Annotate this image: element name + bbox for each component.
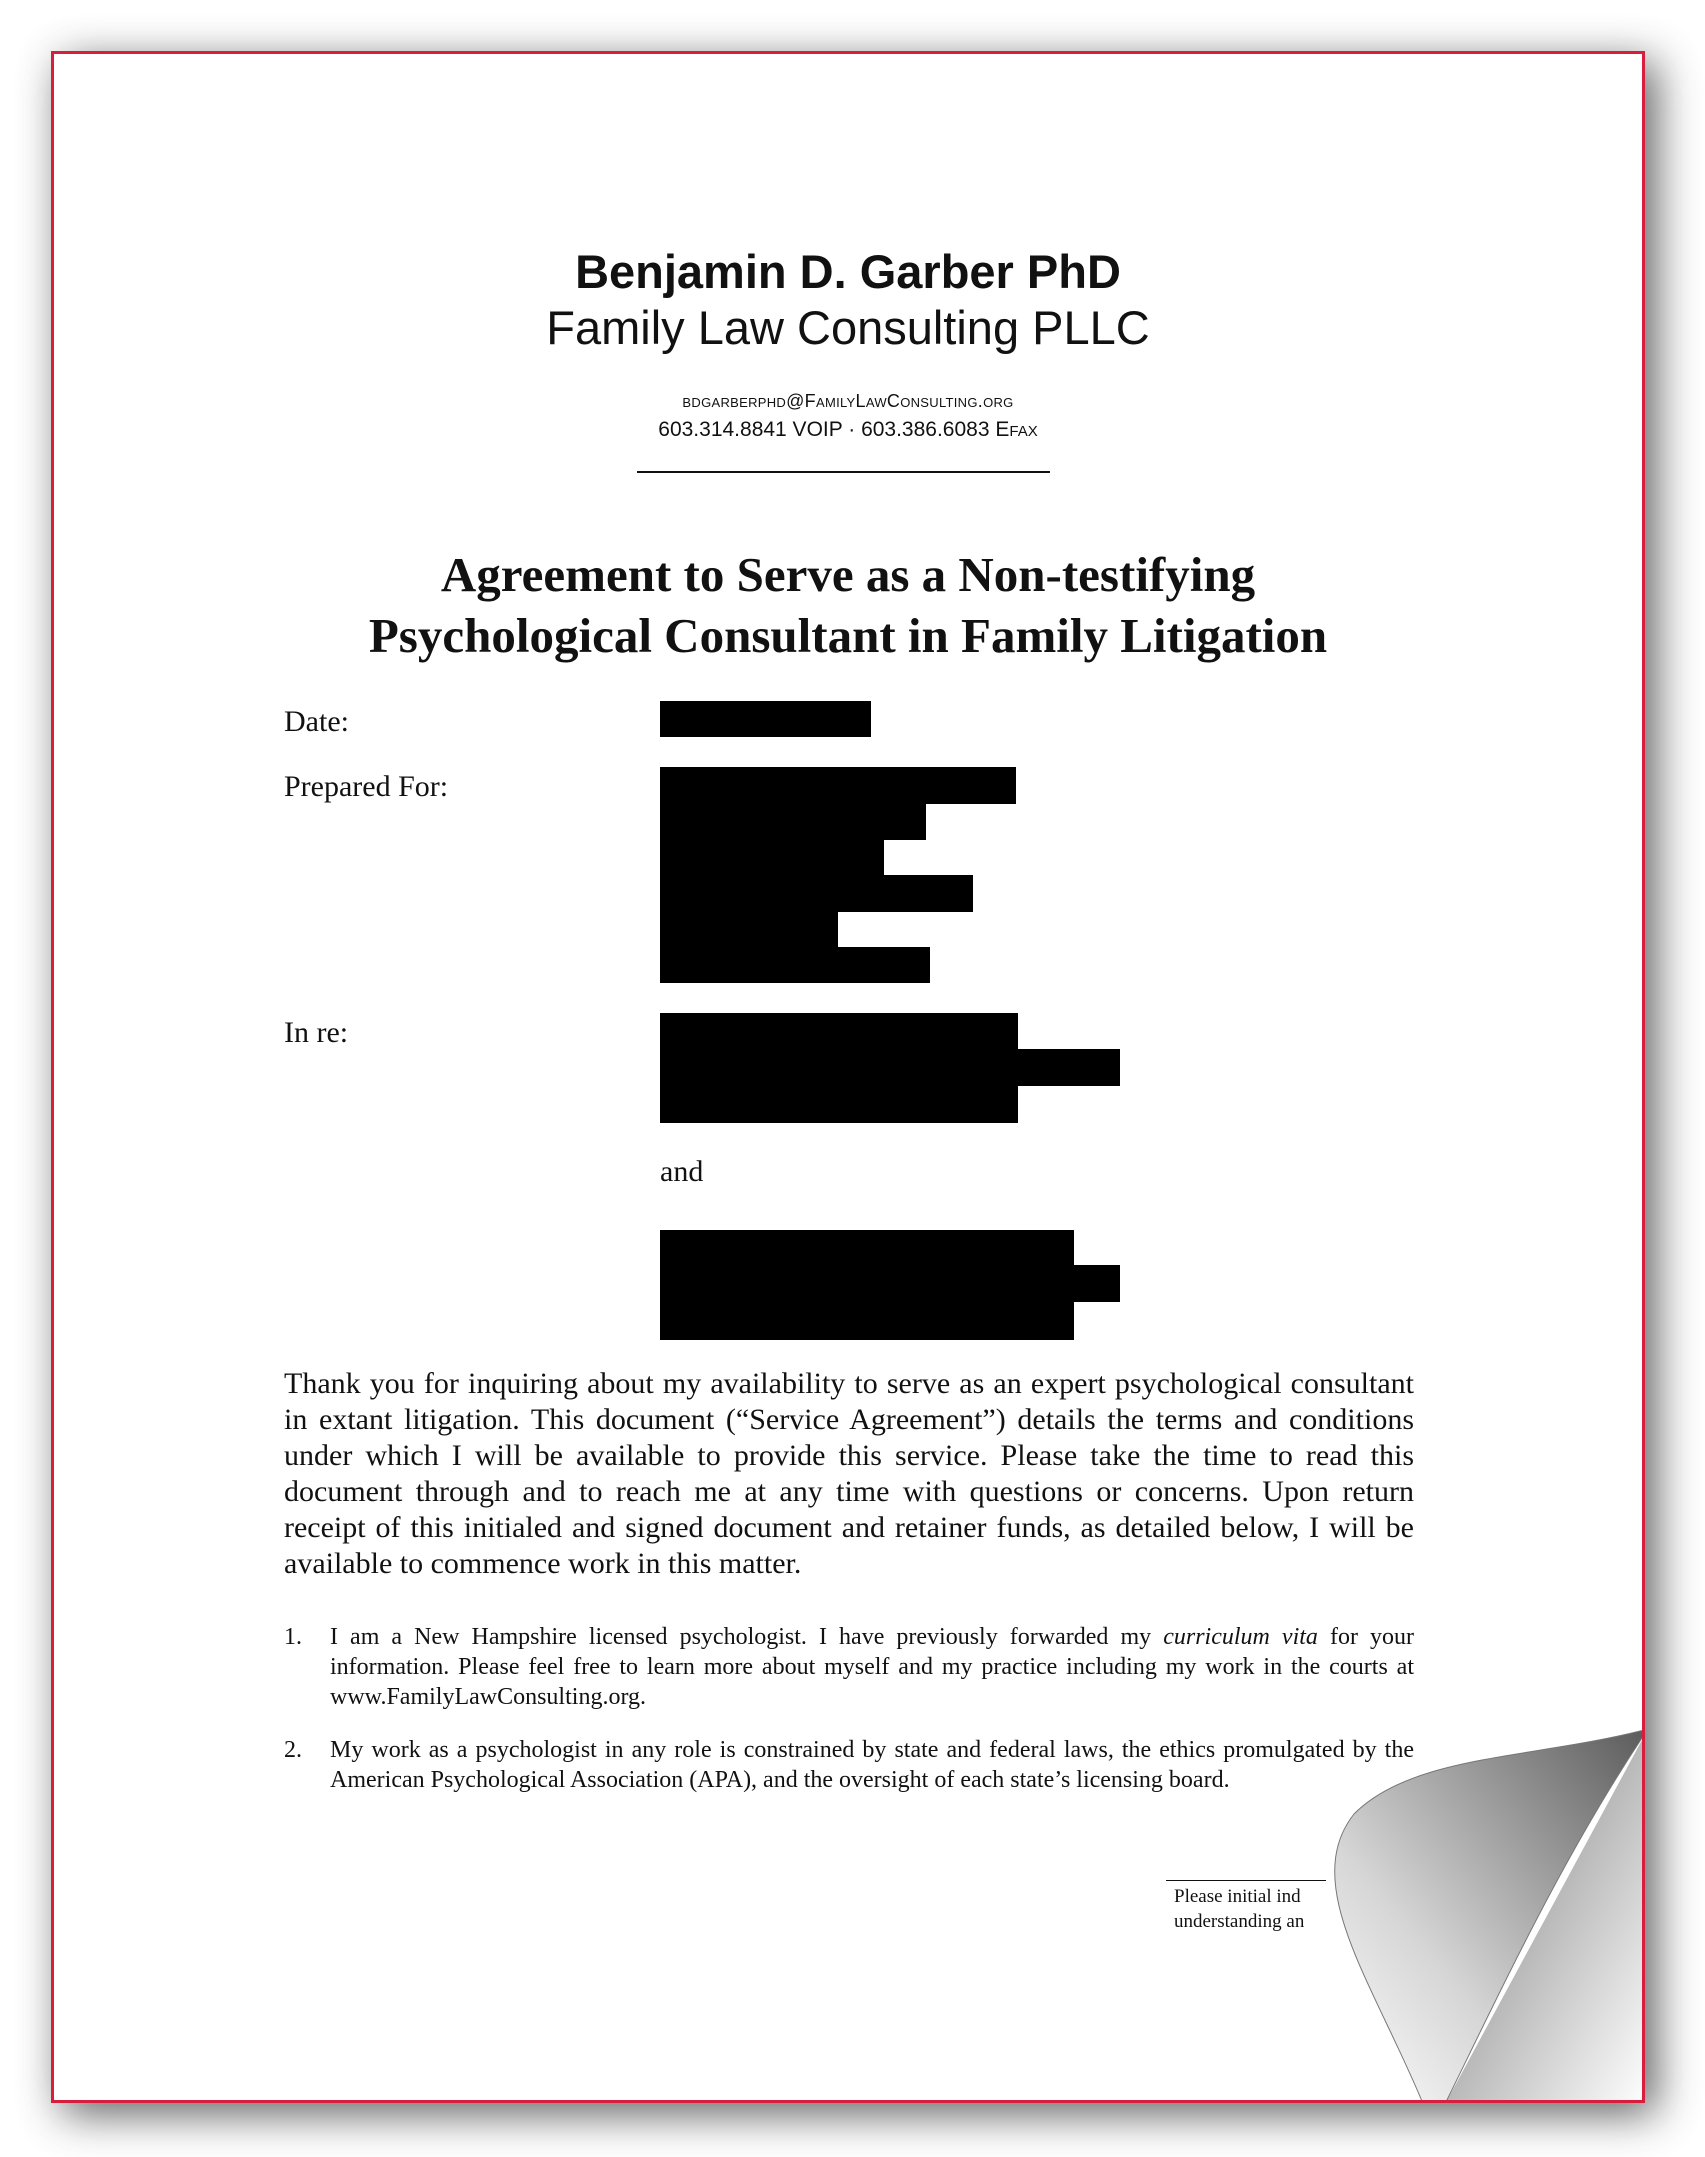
- date-label: Date:: [284, 705, 349, 738]
- phone-efax: 603.386.6083 Efax: [861, 418, 1038, 441]
- list-item-number: 1.: [284, 1624, 302, 1650]
- and-text: and: [660, 1155, 704, 1188]
- intro-paragraph: Thank you for inquiring about my availability to serve as an expert psychological consultant in extant litigation. This document (“Service Agreement”) details the terms and conditions under which I will be available to provide this service. Please take the time to read this document through and to reach me at any time with questions or concerns. Upon return receipt of this initialed and signed document and retainer funds, as detailed below, I will be available to commence work in this matter.: [284, 1367, 1414, 1580]
- phone-separator: ·: [848, 418, 856, 441]
- prepared-for-label: Prepared For:: [284, 770, 449, 803]
- page-curl-decoration: [54, 54, 1645, 2103]
- letterhead-email: bdgarberphd@FamilyLawConsulting.org: [682, 391, 1014, 411]
- list-item-number: 2.: [284, 1737, 302, 1763]
- document-page: [51, 51, 1645, 2103]
- title-line-2: Psychological Consultant in Family Litigation: [368, 608, 1328, 663]
- list-item-text: My work as a psychologist in any role is constrained by state and federal laws, the ethics promulgated by the American Psychological Association (APA), and the oversight of each state’s licensing board.: [330, 1737, 1414, 1793]
- in-re-label: In re:: [284, 1016, 349, 1049]
- phone-voip: 603.314.8841 VOIP: [658, 418, 843, 441]
- list-item-text: I am a New Hampshire licensed psychologist. I have previously forwarded my curriculum vita for your information. Please feel free to learn more about myself and my practice including my work in the courts at www.FamilyLawConsulting.org.: [330, 1624, 1415, 1710]
- letterhead-company: Family Law Consulting PLLC: [546, 301, 1150, 354]
- initial-instruction: Please initial ind understanding an: [1174, 1886, 1305, 1932]
- letterhead-name: Benjamin D. Garber PhD: [575, 245, 1121, 298]
- title-line-1: Agreement to Serve as a Non-testifying: [440, 547, 1256, 602]
